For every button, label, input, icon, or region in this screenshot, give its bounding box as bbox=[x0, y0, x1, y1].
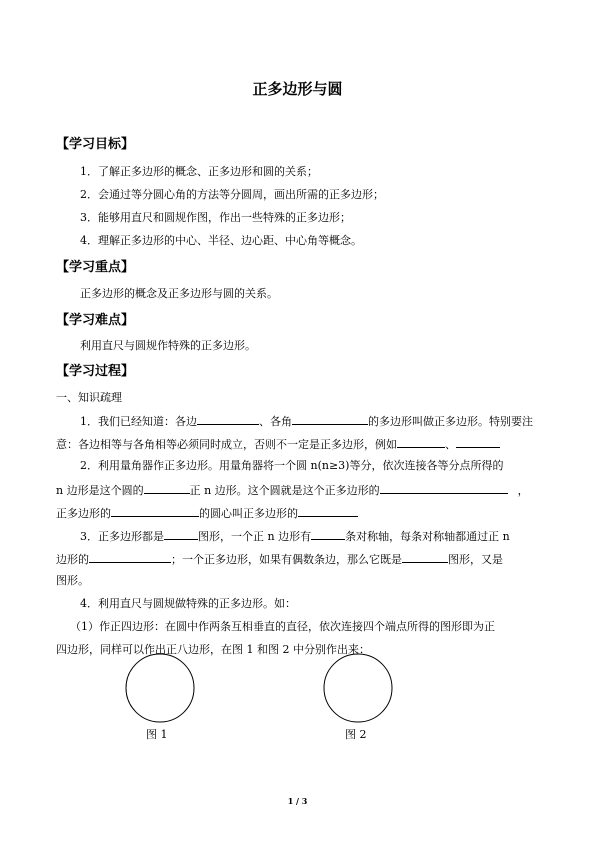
answer-blank[interactable] bbox=[144, 482, 190, 494]
question-4-line-1: 4．利用直尺与圆规做特殊的正多边形。如： bbox=[80, 597, 296, 610]
answer-blank[interactable] bbox=[292, 413, 368, 425]
objective-item-4: 4．理解正多边形的中心、半径、边心距、中心角等概念。 bbox=[80, 234, 362, 247]
question-3-line-2: 边形的 ；一个正多边形，如果有偶数条边，那么它既是 图形，又是 bbox=[56, 553, 503, 566]
answer-blank[interactable] bbox=[111, 505, 199, 517]
question-1-line-1: 1．我们已经知道：各边 、各角 的多边形叫做正多边形。特别要注 bbox=[80, 415, 533, 428]
difficulties-heading: 【学习难点】 bbox=[56, 313, 135, 328]
keypoints-heading: 【学习重点】 bbox=[56, 260, 135, 275]
figure-1-circle bbox=[124, 652, 196, 724]
question-4-1-line-1: （1）作正四边形：在圆中作两条互相垂直的直径，依次连接四个端点所得的图形即为正 bbox=[70, 620, 495, 633]
answer-blank[interactable] bbox=[397, 436, 445, 448]
answer-blank[interactable] bbox=[89, 551, 171, 563]
answer-blank[interactable] bbox=[311, 528, 345, 540]
difficulties-text: 利用直尺与圆规作特殊的正多边形。 bbox=[80, 339, 256, 352]
question-2-line-3: 正多边形的 的圆心叫正多边形的 bbox=[56, 505, 358, 521]
question-2-line-1: 2．利用量角器作正多边形。用量角器将一个圆 n(n≥3)等分，依次连接各等分点所得的 bbox=[80, 459, 504, 472]
figure-1-caption: 图 1 bbox=[146, 728, 168, 741]
question-3-line-1: 3．正多边形都是 图形，一个正 n 边形有 条对称轴，每条对称轴都通过正 n bbox=[80, 530, 510, 543]
question-3-line-3: 图形。 bbox=[56, 574, 89, 587]
keypoints-text: 正多边形的概念及正多边形与圆的关系。 bbox=[80, 287, 278, 300]
page-title: 正多边形与圆 bbox=[252, 80, 343, 98]
answer-blank[interactable] bbox=[164, 528, 198, 540]
answer-blank[interactable] bbox=[380, 482, 508, 494]
process-heading: 【学习过程】 bbox=[56, 364, 135, 379]
figure-2-circle bbox=[322, 652, 394, 724]
process-subheading: 一、知识疏理 bbox=[56, 391, 122, 404]
objective-item-1: 1．了解正多边形的概念、正多边形和圆的关系； bbox=[80, 165, 318, 178]
answer-blank[interactable] bbox=[298, 505, 358, 517]
objectives-heading: 【学习目标】 bbox=[56, 137, 135, 152]
answer-blank[interactable] bbox=[197, 413, 259, 425]
question-1-line-2: 意：各边相等与各角相等必须同时成立，否则不一定是正多边形，例如 、 bbox=[56, 436, 500, 452]
page-number: 1 / 3 bbox=[287, 796, 308, 806]
objective-item-3: 3．能够用直尺和圆规作图，作出一些特殊的正多边形； bbox=[80, 211, 351, 224]
answer-blank[interactable] bbox=[456, 436, 500, 448]
answer-blank[interactable] bbox=[402, 551, 448, 563]
question-4-1-line-2: 四边形，同样可以作出正八边形，在图 1 和图 2 中分别作出来： bbox=[56, 643, 370, 656]
objective-item-2: 2．会通过等分圆心角的方法等分圆周，画出所需的正多边形； bbox=[80, 188, 384, 201]
question-2-line-2: n 边形是这个圆的 正 n 边形。这个圆就是这个正多边形的 ， bbox=[56, 484, 529, 497]
figure-2-caption: 图 2 bbox=[345, 728, 367, 741]
